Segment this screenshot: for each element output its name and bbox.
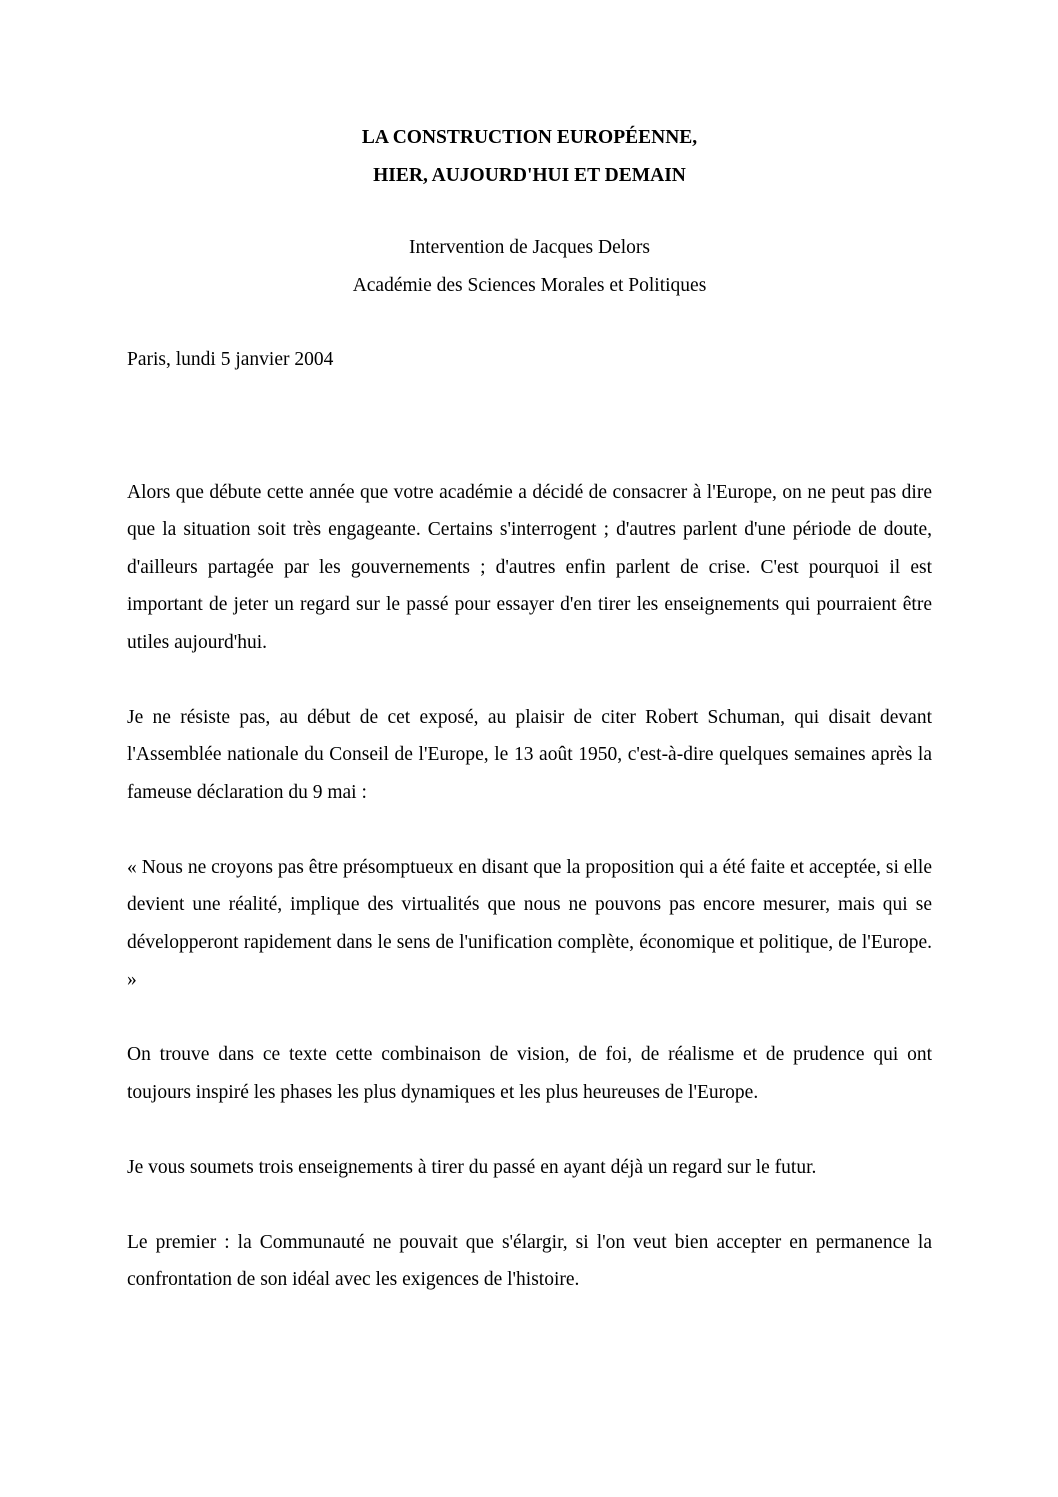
document-subtitle bbox=[127, 229, 932, 304]
document-title-line2: HIER, AUJOURD'HUI ET DEMAIN bbox=[373, 164, 686, 186]
document-body bbox=[127, 474, 932, 1299]
paragraph-first-lesson: Le premier : la Communauté ne pouvait que s'élargir, si l'on veut bien accepter en permanence la confrontation de son idéal avec les exigences de l'histoire. bbox=[127, 1231, 932, 1290]
document-title-line1: LA CONSTRUCTION EUROPÉENNE, bbox=[361, 127, 698, 148]
document-dateline: Paris, lundi 5 janvier 2004 bbox=[127, 349, 334, 370]
document-title bbox=[127, 119, 932, 194]
paragraph-intro: Alors que débute cette année que votre académie a décidé de consacrer à l'Europe, on ne peut pas dire que la situation soit très engageante. Certains s'interrogent ; d'autres parlent d'une période de doute, d'ailleurs partagée par les gouvernements ; d'autres enfin parlent de crise. C'est pourquoi il est important de jeter un regard sur le passé pour essayer d'en tirer les enseignements qui pourraient être utiles aujourd'hui. bbox=[127, 481, 932, 653]
paragraph-three-lessons: Je vous soumets trois enseignements à tirer du passé en ayant déjà un regard sur le futur. bbox=[127, 1156, 817, 1178]
document-subtitle-line2: Académie des Sciences Morales et Politiques bbox=[352, 274, 707, 296]
paragraph-schuman-quote: « Nous ne croyons pas être présomptueux en disant que la proposition qui a été faite et acceptée, si elle devient une réalité, implique des virtualités que nous ne pouvons pas encore mesurer, mais qui se développeront rapidement dans le sens de l'unification complète, économique et politique, de l'Europe. » bbox=[127, 856, 932, 990]
document-subtitle-line1: Intervention de Jacques Delors bbox=[409, 237, 650, 258]
paragraph-schuman-intro: Je ne résiste pas, au début de cet exposé, au plaisir de citer Robert Schuman, qui disait devant l'Assemblée nationale du Conseil de l'Europe, le 13 août 1950, c'est-à-dire quelques semaines après la fameuse déclaration du 9 mai : bbox=[127, 706, 932, 803]
paragraph-commentary: On trouve dans ce texte cette combinaison de vision, de foi, de réalisme et de prudence qui ont toujours inspiré les phases les plus dynamiques et les plus heureuses de l'Europe. bbox=[127, 1044, 932, 1103]
document-header bbox=[127, 119, 932, 379]
